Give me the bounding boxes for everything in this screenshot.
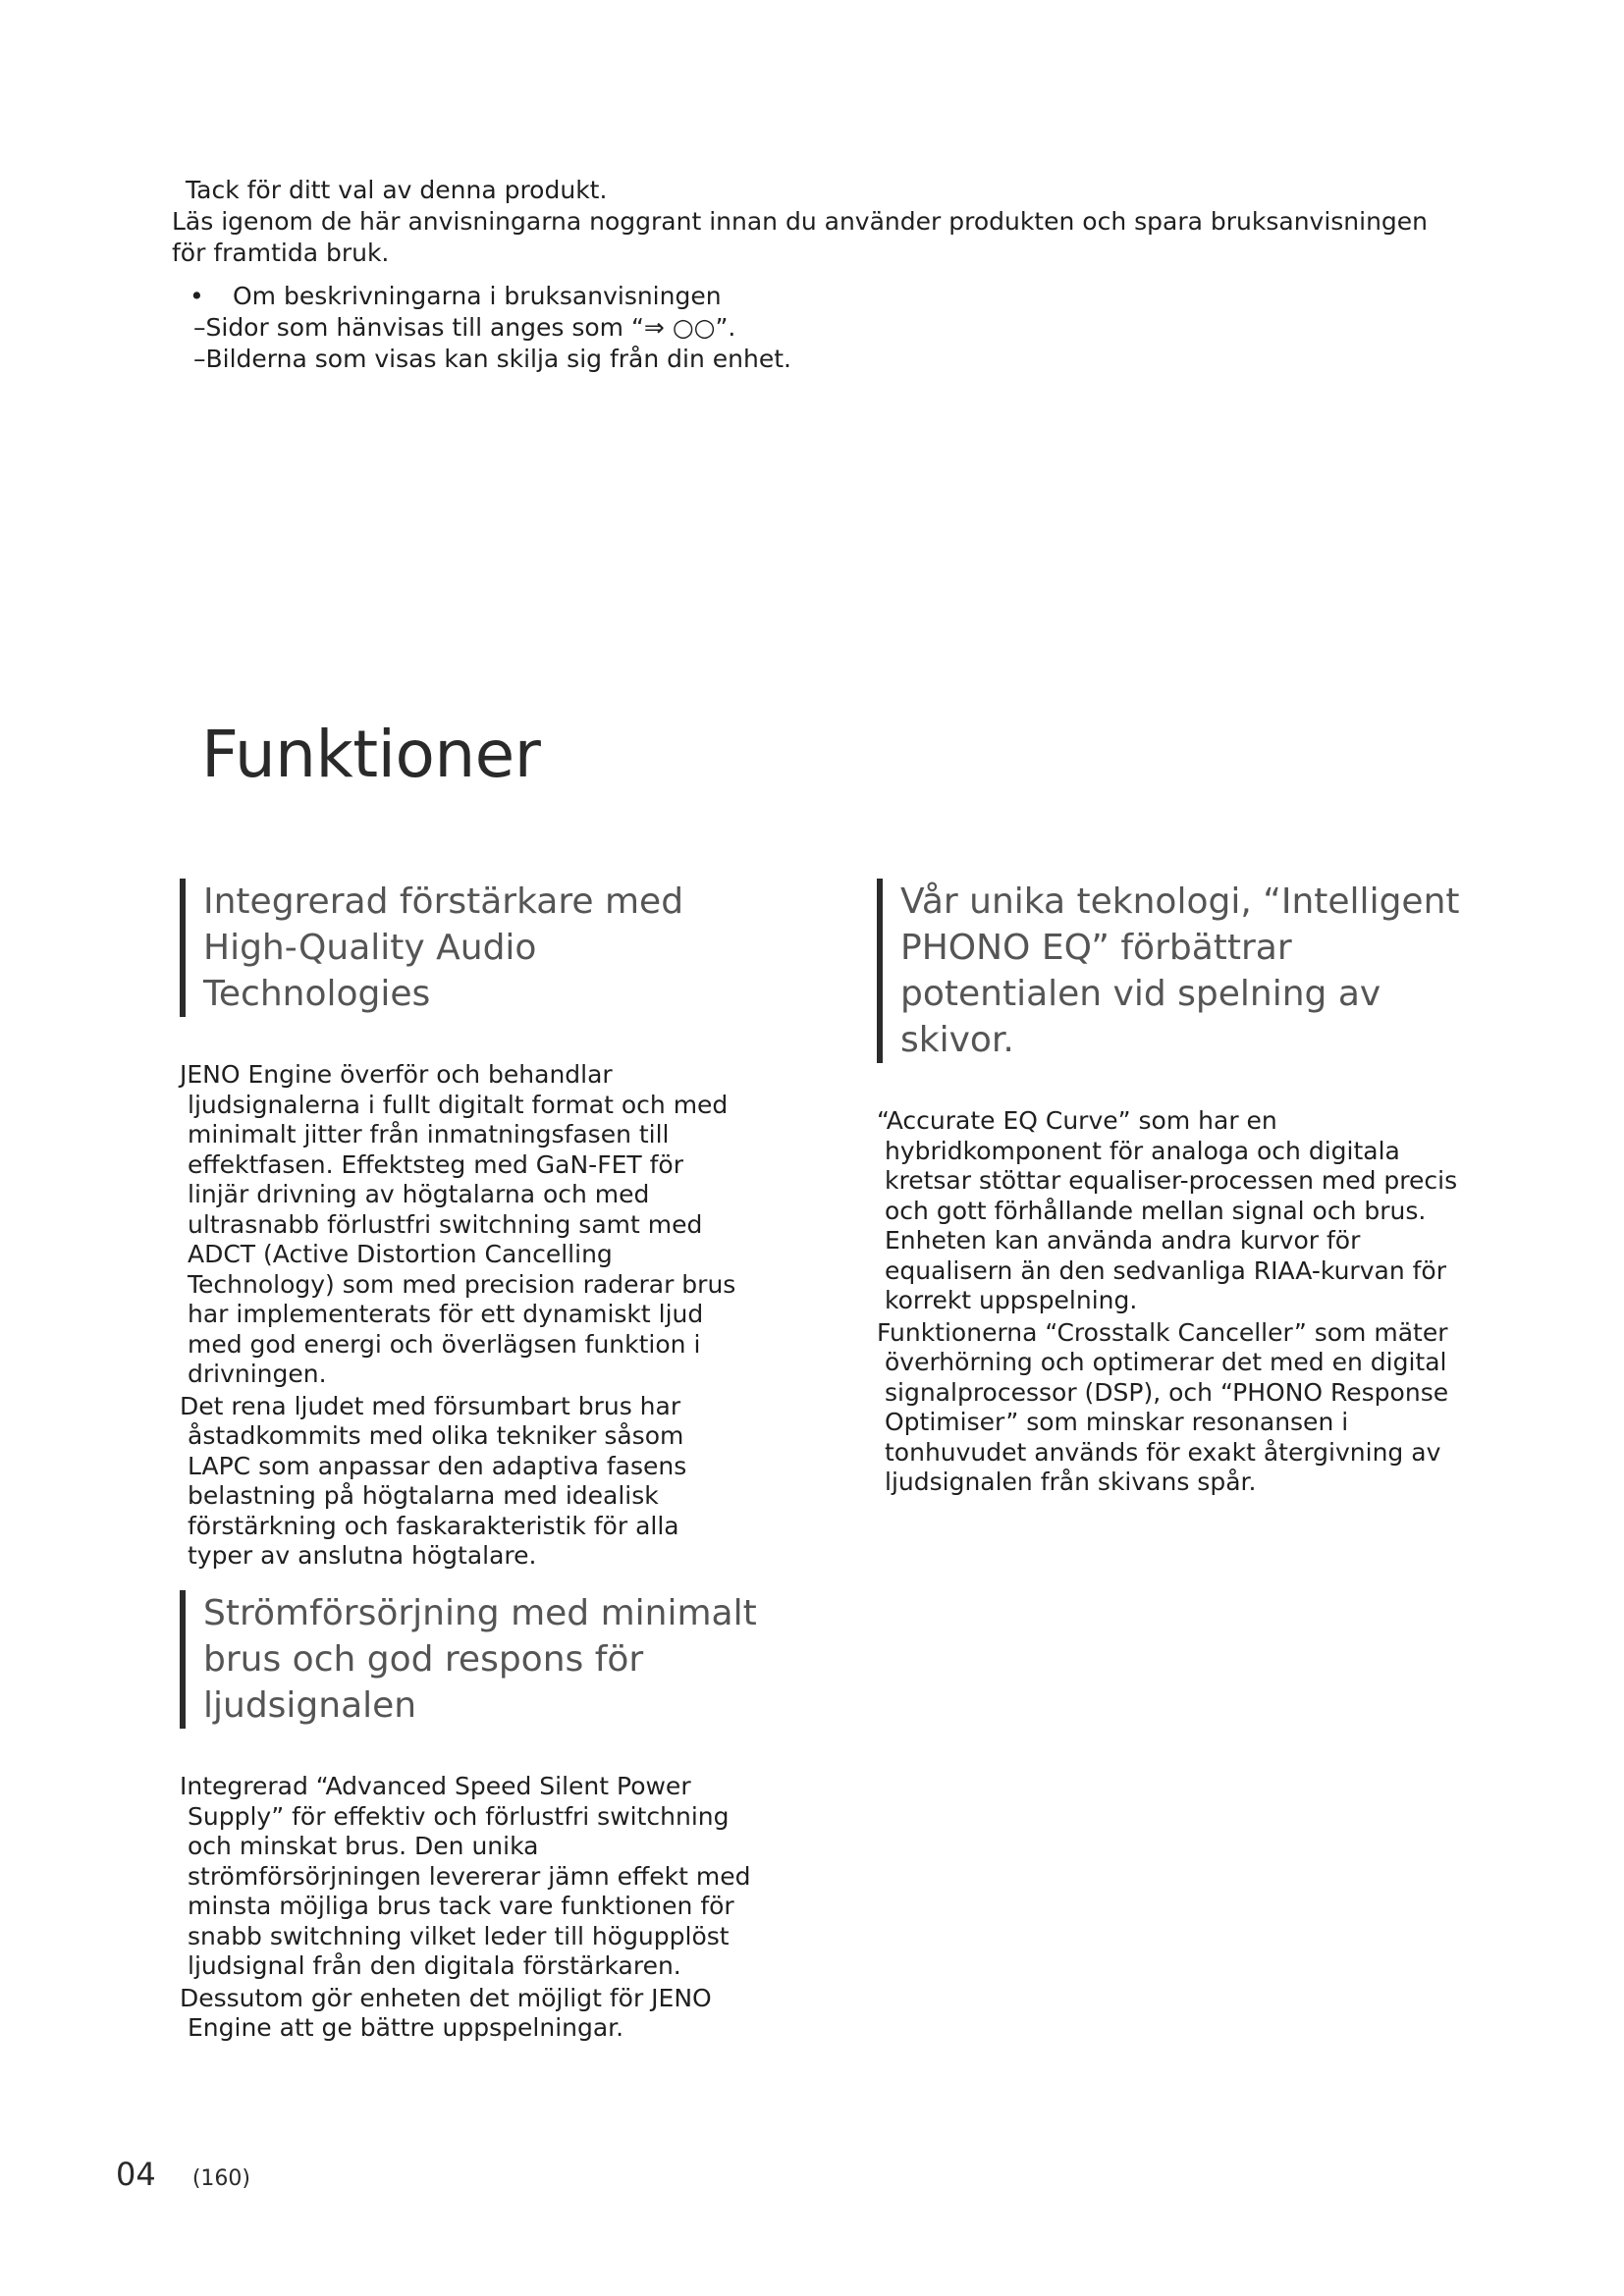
section-title: Integrerad förstärkare med High-Quality Audio Technologies	[180, 879, 749, 1017]
section-paragraph: Det rena ljudet med försumbart brus har åstadkommits med olika tekniker såsom LAPC som anpassar den adaptiva fasens belastning på högtalarna med idealisk förstärkning och faskarakteristik för alla typer av anslutna högtalare.	[180, 1391, 687, 1570]
bullet-marker: •	[189, 282, 204, 310]
page-footer	[116, 2156, 250, 2193]
intro-bullet-text: Om beskrivningarna i bruksanvisningen	[233, 282, 722, 310]
feature-section-power-supply	[180, 1590, 769, 2044]
intro-read-instructions: Läs igenom de här anvisningarna noggrant innan du använder produkten och spara bruksanvisningen för framtida bruk.	[172, 207, 1429, 267]
intro-bullet	[172, 281, 1448, 312]
feature-section-phono-eq	[877, 879, 1466, 1498]
section-body	[180, 1772, 769, 2044]
feature-section-amplifier	[180, 879, 749, 1572]
section-title: Vår unika teknologi, “Intelligent PHONO EQ” förbättrar potentialen vid spelning av skivor.	[877, 879, 1466, 1063]
section-paragraph: Dessutom gör enheten det möjligt för JENO Engine att ge bättre uppspelningar.	[180, 1983, 712, 2042]
intro	[172, 175, 1448, 375]
intro-dash-images: –Bilderna som visas kan skilja sig från din enhet.	[193, 345, 791, 373]
section-paragraph: “Accurate EQ Curve” som har en hybridkomponent för analoga och digitala kretsar stöttar equaliser-processen med precis och gott förhållande mellan signal och brus. Enheten kan använda andra kurvor för equalisern än den sedvanliga RIAA-kurvan för korrekt uppspelning.	[877, 1106, 1458, 1314]
page-title: Funktioner	[201, 717, 541, 792]
section-body	[877, 1106, 1466, 1498]
intro-dash-pages: –Sidor som hänvisas till anges som “⇒ ○○”.	[193, 313, 736, 342]
section-paragraph: JENO Engine överför och behandlar ljudsignalerna i fullt digitalt format och med minimalt jitter från inmatningsfasen till effektfasen. Effektsteg med GaN-FET för linjär drivning av högtalarna och med ultrasnabb förlustfri switchning samt med ADCT (Active Distortion Cancelling Technology) som med precision raderar brus har implementerats för ett dynamiskt ljud med god energi och överlägsen funktion i drivningen.	[180, 1060, 736, 1388]
section-paragraph: Funktionerna “Crosstalk Canceller” som mäter överhörning och optimerar det med en digital signalprocessor (DSP), och “PHONO Response Optimiser” som minskar resonansen i tonhuvudet används för exakt återgivning av ljudsignalen från skivans spår.	[877, 1317, 1449, 1496]
section-paragraph: Integrerad “Advanced Speed Silent Power Supply” för effektiv och förlustfri switchning och minskat brus. Den unika strömförsörjningen levererar jämn effekt med minsta möjliga brus tack vare funktionen för snabb switchning vilket leder till högupplöst ljudsignal från den digitala förstärkaren.	[180, 1772, 751, 1980]
page-number: 04	[116, 2156, 156, 2193]
section-body	[180, 1060, 749, 1572]
section-title: Strömförsörjning med minimalt brus och god respons för ljudsignalen	[180, 1590, 769, 1729]
intro-thanks: Tack för ditt val av denna produkt.	[186, 176, 608, 204]
page-total: (160)	[191, 2166, 250, 2191]
